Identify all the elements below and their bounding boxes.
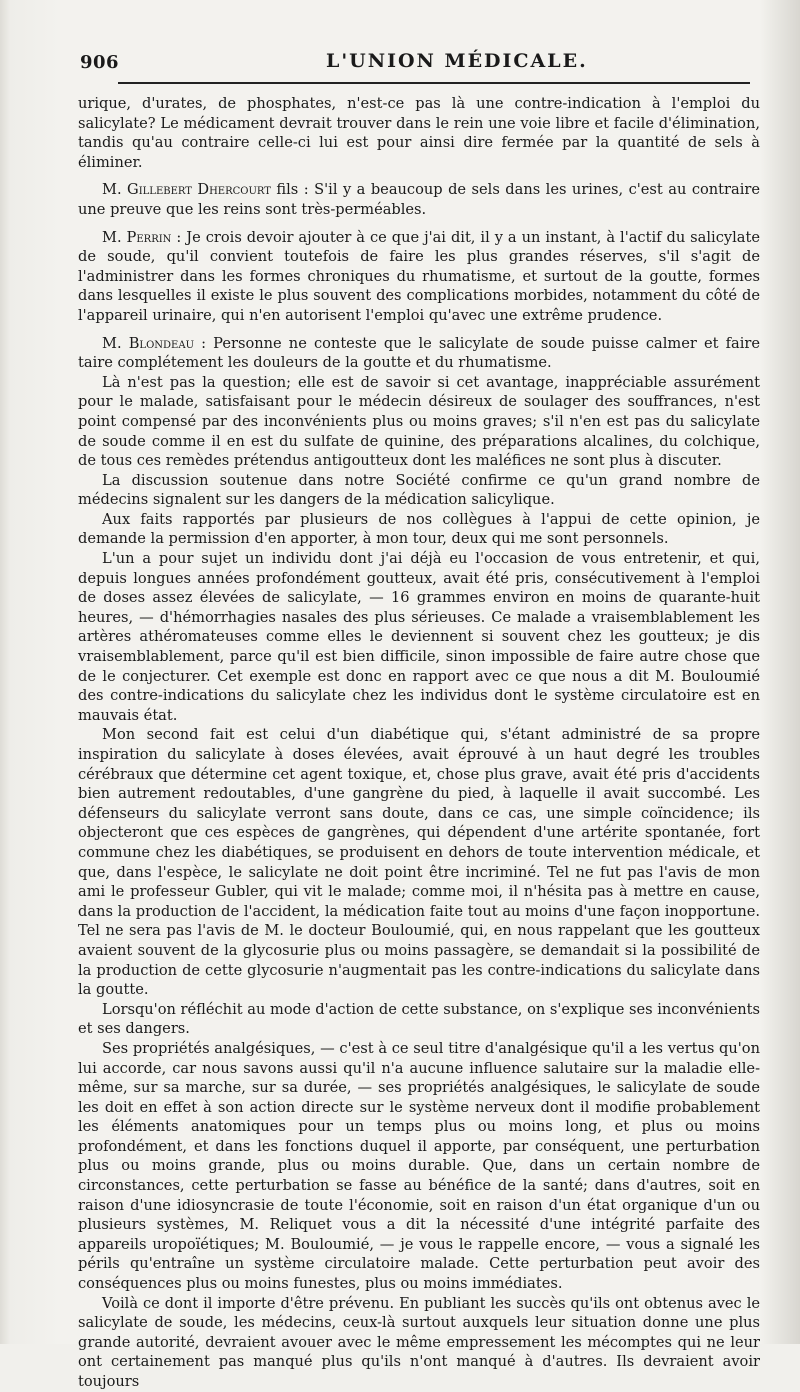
paragraph: M. Gillebert Dhercourt fils : S'il y a beaucoup de sels dans les urines, c'est au contraire une preuve que les reins sont très-perméables. <box>78 181 760 218</box>
paragraph: Là n'est pas la question; elle est de savoir si cet avantage, inappréciable assurément pour le malade, satisfaisant pour le médecin désireux de soulager des souffrances, n'est point compensé par des inconvénients plus ou moins graves; s'il n'en est pas du salicylate de soude comme il en est du sulfate de quinine, des préparations alcalines, du colchique, de tous ces remèdes prétendus antigoutteux dont les maléfices ne sont plus à discuter. <box>78 373 760 470</box>
paragraph: Aux faits rapportés par plusieurs de nos collègues à l'appui de cette opinion, je demande la permission d'en apporter, à mon tour, deux qui me sont personnels. <box>78 510 760 548</box>
paragraph: Mon second fait est celui d'un diabétique qui, s'étant administré de sa propre inspiration du salicylate à doses élevées, avait éprouvé à un haut degré les troubles cérébraux que détermine cet agent toxique, et, chose plus grave, avait été pris d'accidents bien autrement redoutables, d'une gangrène du pied, à laquelle il avait succombé. Les défenseurs du salicylate verront sans doute, dans ce cas, une simple coïncidence; ils objecteront que ces espèces de gangrènes, qui dépendent d'une artérite spontanée, fort commune chez les diabétiques, se produisent en dehors de toute intervention médicale, et que, dans l'espèce, le salicylate ne doit point être incriminé. Tel ne fut pas l'avis de mon ami le professeur Gubler, qui vit le malade; comme moi, il n'hésita pas à mettre en cause, dans la production de l'accident, la médication faite tout au moins d'une façon inopportune. Tel ne sera pas l'avis de M. le docteur Bouloumié, qui, en nous rappelant que les goutteux avaient souvent de la glycosurie plus ou moins passagère, se demandait si la possibilité de la production de cette glycosurie n'augmentait pas les contre-indications du salicylate dans la goutte. <box>78 726 760 999</box>
paragraph: L'un a pour sujet un individu dont j'ai déjà eu l'occasion de vous entretenir, et qui, depuis longues années profondément goutteux, avait été pris, consécutivement à l'emploi de doses assez élevées de salicylate, — 16 grammes environ en moins de quarante-huit heures, — d'hémorrhagies nasales des plus sérieuses. Ce malade a vraisemblablement les artères athéromateuses comme elles le deviennent si souvent chez les goutteux; je dis vraisemblablement, parce qu'il est bien difficile, sinon impossible de faire autre chose que de le conjecturer. Cet exemple est donc en rapport avec ce que nous a dit M. Bouloumié des contre-indications du salicylate chez les individus dont le système circulatoire est en mauvais état. <box>78 550 760 724</box>
paragraph: Ses propriétés analgésiques, — c'est à ce seul titre d'analgésique qu'il a les vertus qu'on lui accorde, car nous savons aussi qu'il n'a aucune influence salutaire sur la maladie elle-même, sur sa marche, sur sa durée, — ses propriétés analgésiques, le salicylate de soude les doit en effet à son action directe sur le système nerveux dont il modifie probablement les éléments anatomiques pour un temps plus ou moins long, et plus ou moins profondément, et dans les fonctions duquel il apporte, par conséquent, une perturbation plus ou moins grande, plus ou moins durable. Que, dans un certain nombre de circonstances, cette perturbation se fasse au bénéfice de la santé; dans d'autres, soit en raison d'une idiosyncrasie de toute l'économie, soit en raison d'un état organique d'un ou plusieurs systèmes, M. Reliquet vous a dit la nécessité d'une intégrité parfaite des appareils uropoïétiques; M. Bouloumié, — je vous le rappelle encore, — vous a signalé les périls qu'entraîne un système circulatoire malade. Cette perturbation peut avoir des conséquences plus ou moins funestes, plus ou moins immédiates. <box>78 1039 760 1293</box>
speaker-name: M. Gillebert Dhercourt <box>102 181 271 199</box>
running-title: L'UNION MÉDICALE. <box>326 50 588 72</box>
paragraph: La discussion soutenue dans notre Société confirme ce qu'un grand nombre de médecins signalent sur les dangers de la médication salicylique. <box>78 471 760 509</box>
paragraph: Lorsqu'on réfléchit au mode d'action de cette substance, on s'explique ses inconvénients et ses dangers. <box>78 1000 760 1038</box>
paragraph: urique, d'urates, de phosphates, n'est-ce pas là une contre-indication à l'emploi du salicylate? Le médicament devrait trouver dans le rein une voie libre et facile d'élimination, tandis qu'au contraire celle-ci lui est pour ainsi dire fermée par la quantité de sels à éliminer. <box>78 95 760 171</box>
page-number: 906 <box>80 52 120 73</box>
page-header <box>78 40 760 74</box>
speaker-name: M. Blondeau <box>102 334 194 352</box>
speaker-name: M. Perrin <box>102 228 172 246</box>
article-body <box>78 94 760 1392</box>
paragraph: Voilà ce dont il importe d'être prévenu. En publiant les succès qu'ils ont obtenus avec le salicylate de soude, les médecins, ceux-là surtout auxquels leur situation donne une plus grande autorité, devraient avouer avec le même empressement les mécomptes qui ne leur ont certainement pas manqué plus qu'ils n'ont manqué à d'autres. Ils devraient avoir toujours <box>78 1294 760 1390</box>
header-rule <box>118 82 750 84</box>
paragraph: M. Perrin : Je crois devoir ajouter à ce que j'ai dit, il y a un instant, à l'actif du salicylate de soude, qu'il convient toutefois de faire les plus grandes réserves, s'il s'agit de l'administrer dans les formes chroniques du rhumatisme, et surtout de la goutte, formes dans lesquelles il existe le plus souvent des complications morbides, notamment du côté de l'appareil urinaire, qui n'en autorisent l'emploi qu'avec une extrême prudence. <box>78 228 760 324</box>
paragraph: M. Blondeau : Personne ne conteste que le salicylate de soude puisse calmer et faire taire complétement les douleurs de la goutte et du rhumatisme. <box>78 334 760 372</box>
